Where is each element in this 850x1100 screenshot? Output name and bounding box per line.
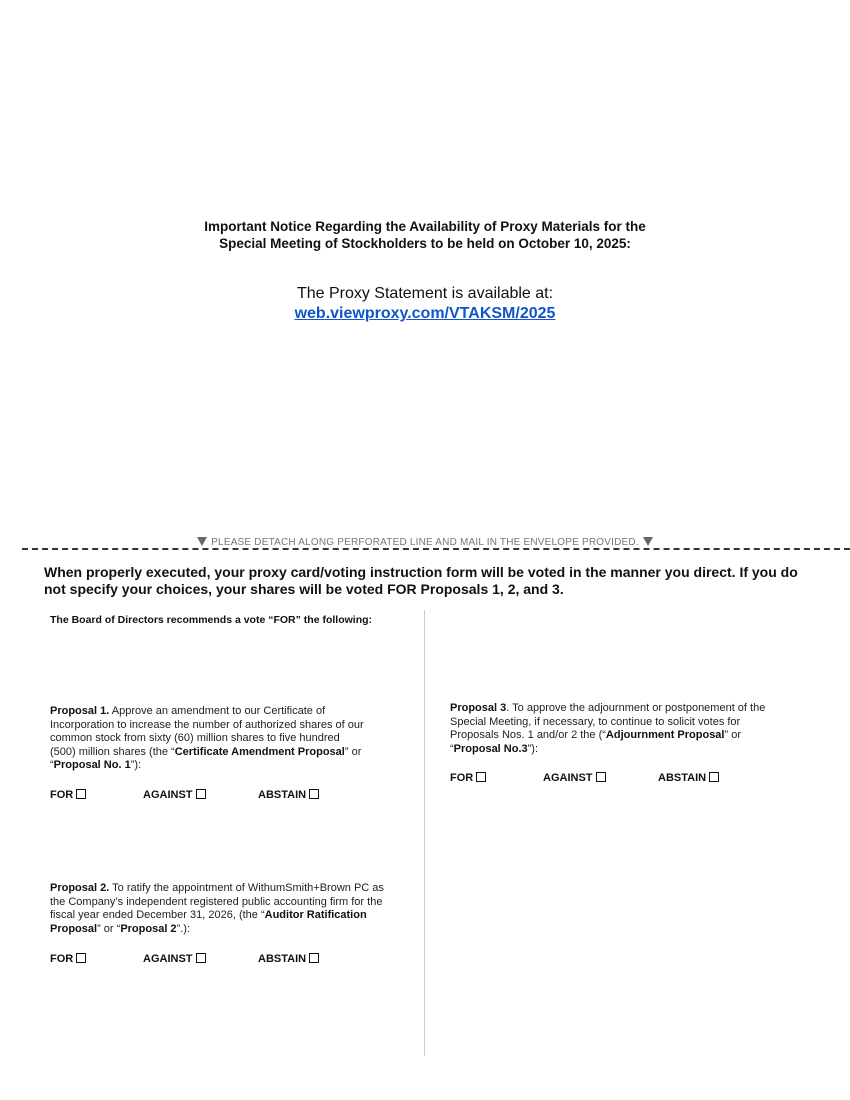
proposal-2-label: Proposal 2.: [50, 882, 110, 894]
availability-notice: [0, 218, 850, 252]
notice-line-1: Important Notice Regarding the Availability of Proxy Materials for the: [204, 219, 646, 234]
vote-for[interactable]: [50, 953, 86, 965]
vote-abstain[interactable]: [258, 953, 319, 965]
column-divider: [424, 610, 425, 1056]
vote-against-label: AGAINST: [143, 953, 193, 965]
vote-for-label: FOR: [50, 789, 74, 801]
proposal-1-short-name: Certificate Amendment Proposal: [174, 745, 345, 758]
vote-against[interactable]: [543, 772, 606, 784]
vote-for[interactable]: [50, 789, 86, 801]
proposal-3: [450, 702, 785, 756]
checkbox[interactable]: [596, 772, 606, 782]
perforated-line: [22, 548, 850, 550]
proposal-1: [50, 705, 368, 773]
proposal-2: [50, 882, 395, 936]
proposal-2-short-name: Auditor Ratification Proposal: [50, 909, 367, 935]
proxy-statement-link[interactable]: web.viewproxy.com/VTAKSM/2025: [294, 305, 556, 322]
proposal-1-label: Proposal 1.: [50, 705, 110, 717]
vote-abstain-label: ABSTAIN: [258, 789, 307, 801]
proposal-3-votes: [450, 772, 750, 786]
checkbox[interactable]: [309, 789, 319, 799]
vote-for-label: FOR: [450, 772, 474, 784]
checkbox[interactable]: [76, 953, 86, 963]
vote-against-label: AGAINST: [143, 789, 193, 801]
proposal-3-number: Proposal No.3: [453, 742, 528, 755]
proposal-2-text: To ratify the appointment of WithumSmith+Brown PC as the Company’s independent registered public accounting firm for the fiscal year ended December 31, 2026, (the “: [50, 882, 384, 921]
notice-line-2: Special Meeting of Stockholders to be held on October 10, 2025:: [219, 236, 631, 251]
board-recommendation: The Board of Directors recommends a vote “FOR” the following:: [50, 614, 373, 626]
checkbox[interactable]: [196, 953, 206, 963]
proposal-2-votes: [50, 953, 350, 967]
proposal-3-short-name: Adjournment Proposal: [605, 729, 725, 741]
vote-against[interactable]: [143, 953, 206, 965]
proposal-1-text-or: ” or “: [50, 745, 362, 771]
vote-abstain-label: ABSTAIN: [658, 772, 707, 784]
proposal-1-text-end: ”):: [130, 759, 142, 771]
vote-against-label: AGAINST: [543, 772, 593, 784]
proposal-1-votes: [50, 789, 350, 803]
proposal-1-number: Proposal No. 1: [53, 759, 131, 771]
proposal-1-text: Approve an amendment to our Certificate of Incorporation to increase the number of authorized shares of our common stock from sixty (60) million shares to five hundred (500) million shares (the “: [50, 705, 364, 758]
vote-abstain[interactable]: [658, 772, 719, 784]
proposal-2-text-end: ”.):: [176, 922, 191, 935]
vote-against[interactable]: [143, 789, 206, 801]
checkbox[interactable]: [709, 772, 719, 782]
detach-text: PLEASE DETACH ALONG PERFORATED LINE AND MAIL IN THE ENVELOPE PROVIDED.: [211, 537, 639, 548]
checkbox[interactable]: [309, 953, 319, 963]
vote-abstain-label: ABSTAIN: [258, 953, 307, 965]
vote-for-label: FOR: [50, 953, 74, 965]
proxy-availability: [0, 284, 850, 324]
down-triangle-icon: [197, 537, 207, 546]
down-triangle-icon: [643, 537, 653, 546]
proposal-2-number: Proposal 2: [120, 922, 177, 935]
proposal-3-label: Proposal 3: [450, 702, 507, 714]
vote-abstain[interactable]: [258, 789, 319, 801]
proposal-3-text-end: ”):: [527, 742, 539, 755]
checkbox[interactable]: [76, 789, 86, 799]
proposal-3-text: . To approve the adjournment or postponement of the Special Meeting, if necessary, to continue to solicit votes for Proposals Nos. 1 and/or 2 the (“: [450, 702, 766, 741]
checkbox[interactable]: [196, 789, 206, 799]
voting-instruction: When properly executed, your proxy card/voting instruction form will be voted in the manner you direct. If you do not specify your choices, your shares will be voted FOR Proposals 1, 2, and 3.: [44, 564, 798, 597]
vote-for[interactable]: [450, 772, 486, 784]
checkbox[interactable]: [476, 772, 486, 782]
availability-text: The Proxy Statement is available at:: [296, 285, 554, 302]
proposal-2-text-or: ” or “: [97, 922, 121, 935]
proposal-3-text-or: ” or “: [450, 729, 741, 755]
detach-instruction: [0, 537, 850, 548]
